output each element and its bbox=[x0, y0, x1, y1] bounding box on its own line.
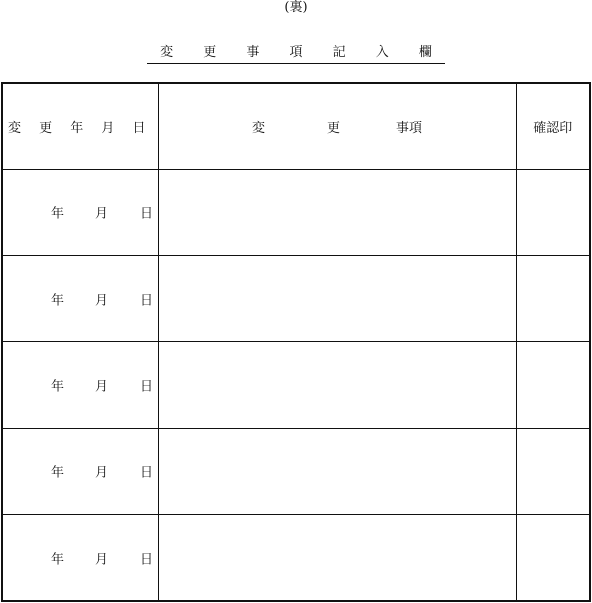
month-label: 月 bbox=[95, 293, 109, 309]
header-change-details bbox=[158, 83, 516, 169]
month-label: 月 bbox=[95, 465, 109, 481]
confirmation-seal-cell[interactable] bbox=[516, 169, 590, 255]
header-change-date: 変 更 年 月 日 bbox=[2, 83, 158, 169]
year-label: 年 bbox=[51, 465, 65, 481]
year-label: 年 bbox=[51, 552, 65, 568]
year-label: 年 bbox=[51, 293, 65, 309]
form-title-text: 変 更 事 項 記 入 欄 bbox=[147, 45, 445, 64]
header-change-char-1: 変 bbox=[251, 120, 265, 136]
form-title bbox=[0, 45, 592, 64]
day-label: 日 bbox=[140, 206, 154, 222]
day-label: 日 bbox=[140, 465, 154, 481]
table-row bbox=[2, 342, 590, 428]
change-details-cell[interactable] bbox=[158, 256, 516, 342]
table-row bbox=[2, 515, 590, 601]
confirmation-seal-cell[interactable] bbox=[516, 256, 590, 342]
table-header-row bbox=[2, 83, 590, 169]
date-cell[interactable] bbox=[2, 515, 158, 601]
change-details-cell[interactable] bbox=[158, 428, 516, 514]
month-label: 月 bbox=[95, 379, 109, 395]
header-confirmation-seal: 確認印 bbox=[516, 83, 590, 169]
day-label: 日 bbox=[140, 552, 154, 568]
change-details-cell[interactable] bbox=[158, 169, 516, 255]
change-details-cell[interactable] bbox=[158, 342, 516, 428]
day-label: 日 bbox=[140, 379, 154, 395]
date-cell[interactable] bbox=[2, 428, 158, 514]
header-change-char-3: 事項 bbox=[396, 120, 423, 136]
day-label: 日 bbox=[140, 293, 154, 309]
table-row bbox=[2, 428, 590, 514]
date-cell[interactable] bbox=[2, 256, 158, 342]
month-label: 月 bbox=[95, 552, 109, 568]
confirmation-seal-cell[interactable] bbox=[516, 342, 590, 428]
month-label: 月 bbox=[95, 206, 109, 222]
confirmation-seal-cell[interactable] bbox=[516, 428, 590, 514]
page-side-label: (裏) bbox=[284, 0, 308, 15]
table-row bbox=[2, 169, 590, 255]
confirmation-seal-cell[interactable] bbox=[516, 515, 590, 601]
change-record-table bbox=[1, 82, 591, 602]
year-label: 年 bbox=[51, 379, 65, 395]
table-row bbox=[2, 256, 590, 342]
date-cell[interactable] bbox=[2, 342, 158, 428]
change-details-cell[interactable] bbox=[158, 515, 516, 601]
date-cell[interactable] bbox=[2, 169, 158, 255]
year-label: 年 bbox=[51, 206, 65, 222]
header-change-char-2: 更 bbox=[326, 120, 340, 136]
